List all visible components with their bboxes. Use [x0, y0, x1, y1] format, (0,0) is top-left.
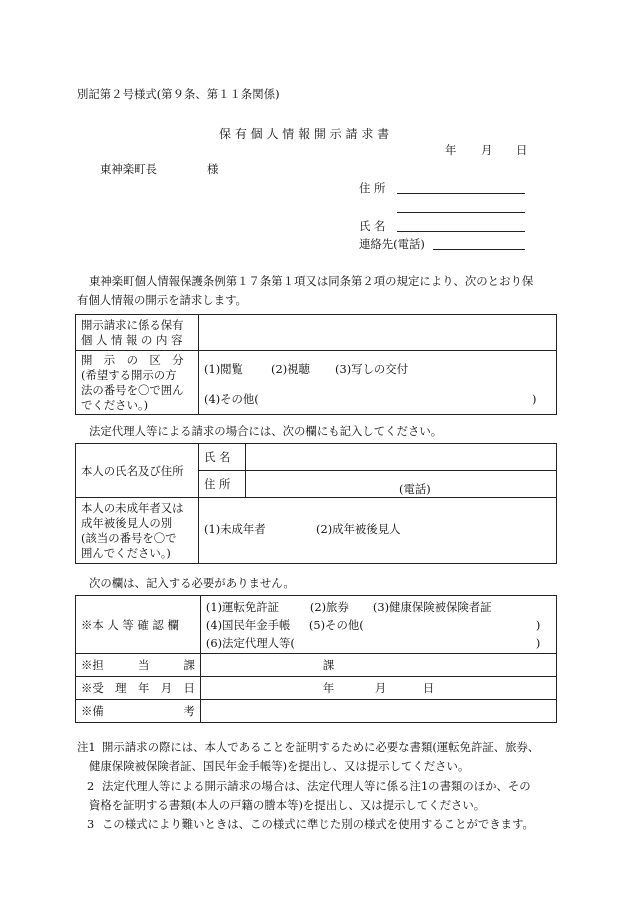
- received-month: 月: [374, 681, 387, 695]
- note-3-marker: 3: [87, 817, 95, 831]
- department-label: ※担 当 課: [76, 654, 201, 677]
- form-title: 保 有 個 人 情 報 開 示 請 求 書: [219, 127, 390, 141]
- applicant-phone-field[interactable]: [433, 249, 525, 250]
- honorific: 様: [207, 162, 219, 176]
- doc-legal-agent-close: ): [535, 635, 541, 650]
- person-address-label: 住 所: [199, 471, 246, 498]
- doc-pension-book: (4)国民年金手帳: [205, 617, 291, 632]
- applicant-address-field-1[interactable]: [397, 193, 525, 194]
- addressee: 東神楽町長: [100, 162, 157, 176]
- received-day: 日: [422, 681, 435, 695]
- office-note: 次の欄は、記入する必要がありません。: [89, 576, 295, 590]
- doc-drivers-license: (1)運転免許証: [205, 599, 280, 614]
- doc-passport: (2)旅券: [309, 599, 349, 614]
- department-field: 課: [200, 654, 556, 677]
- agent-note: 法定代理人等による請求の場合には、次の欄にも記入してください。: [89, 424, 443, 438]
- intro-line-1: 東神楽町個人情報保護条例第１７条第１項又は同条第２項の規定により、次のとおり保: [89, 274, 534, 288]
- date-month-label: 月: [481, 143, 493, 157]
- applicant-address-label: 住 所: [359, 181, 386, 195]
- applicant-contact-label: 連絡先(電話): [359, 237, 425, 251]
- applicant-address-field-2[interactable]: [397, 212, 525, 213]
- option-other[interactable]: (4)その他(: [204, 391, 259, 406]
- form-number: 別記第２号様式(第９条、第１１条関係): [77, 87, 280, 101]
- person-name-address-label: 本人の氏名及び住所: [76, 444, 199, 498]
- applicant-name-label: 氏 名: [359, 219, 386, 233]
- minor-guardian-label: 本人の未成年者又は 成年被後見人の別 (該当の番号を〇で 囲んでください。): [76, 498, 199, 564]
- minor-guardian-options: [199, 498, 557, 564]
- request-table: [75, 314, 557, 415]
- doc-legal-agent: (6)法定代理人等(: [205, 635, 295, 650]
- received-date-label: ※受 理 年 月 日: [76, 677, 201, 700]
- doc-other: (5)その他(: [308, 617, 364, 632]
- note-1-line-2: 健康保険被保険者証、国民年金手帳等)を提出し、又は提示してください。: [89, 759, 470, 773]
- option-inspection[interactable]: (1)閲覧: [204, 361, 243, 376]
- date-day-label: 日: [516, 143, 528, 157]
- intro-line-2: 有個人情報の開示を請求します。: [77, 293, 247, 307]
- identity-check-label: ※本 人 等 確 認 欄: [76, 596, 201, 654]
- info-content-label: 開示請求に係る保有 個 人 情 報 の 内 容: [76, 315, 199, 351]
- note-2-line-2: 資格を証明する書類(本人の戸籍の謄本等)を提出し、又は提示してください。: [89, 798, 486, 812]
- option-adult-ward[interactable]: (2)成年被後見人: [316, 521, 401, 536]
- note-2-marker: 2: [87, 779, 95, 793]
- doc-health-insurance: (3)健康保険被保険者証: [372, 599, 492, 614]
- applicant-name-field[interactable]: [397, 231, 525, 232]
- received-date-field: [200, 677, 556, 700]
- date-year-label: 年: [445, 143, 457, 157]
- note-1-marker: 注1: [77, 740, 96, 754]
- option-other-close: ): [532, 391, 537, 406]
- option-viewing[interactable]: (2)視聴: [271, 361, 310, 376]
- office-table: [75, 595, 557, 723]
- note-1-line-1: 開示請求の際には、本人であることを証明するために必要な書類(運転免許証、旅券、: [102, 740, 540, 754]
- doc-other-close: ): [535, 617, 541, 632]
- received-year: 年: [322, 681, 335, 695]
- person-name-field[interactable]: [246, 444, 557, 471]
- remarks-label: ※備 考: [76, 700, 201, 723]
- note-2-line-1: 法定代理人等による開示請求の場合は、法定代理人等に係る注1の書類のほか、その: [102, 779, 531, 793]
- person-phone-label: (電話): [399, 482, 431, 496]
- identity-check-options: [200, 596, 556, 654]
- person-name-label: 氏 名: [199, 444, 246, 471]
- remarks-field: [200, 700, 556, 723]
- info-content-field[interactable]: [199, 315, 557, 351]
- disclosure-method-options: [199, 351, 557, 415]
- person-address-field[interactable]: [246, 471, 557, 498]
- agent-table: [75, 443, 557, 564]
- option-minor[interactable]: (1)未成年者: [204, 521, 266, 536]
- disclosure-method-label: 開 示 の 区 分 (希望する開示の方 法の番号を〇で囲ん でください。): [76, 351, 199, 415]
- option-copy-delivery[interactable]: (3)写しの交付: [335, 361, 409, 376]
- note-3-line-1: この様式により難いときは、この様式に準じた別の様式を使用することができます。: [102, 817, 534, 831]
